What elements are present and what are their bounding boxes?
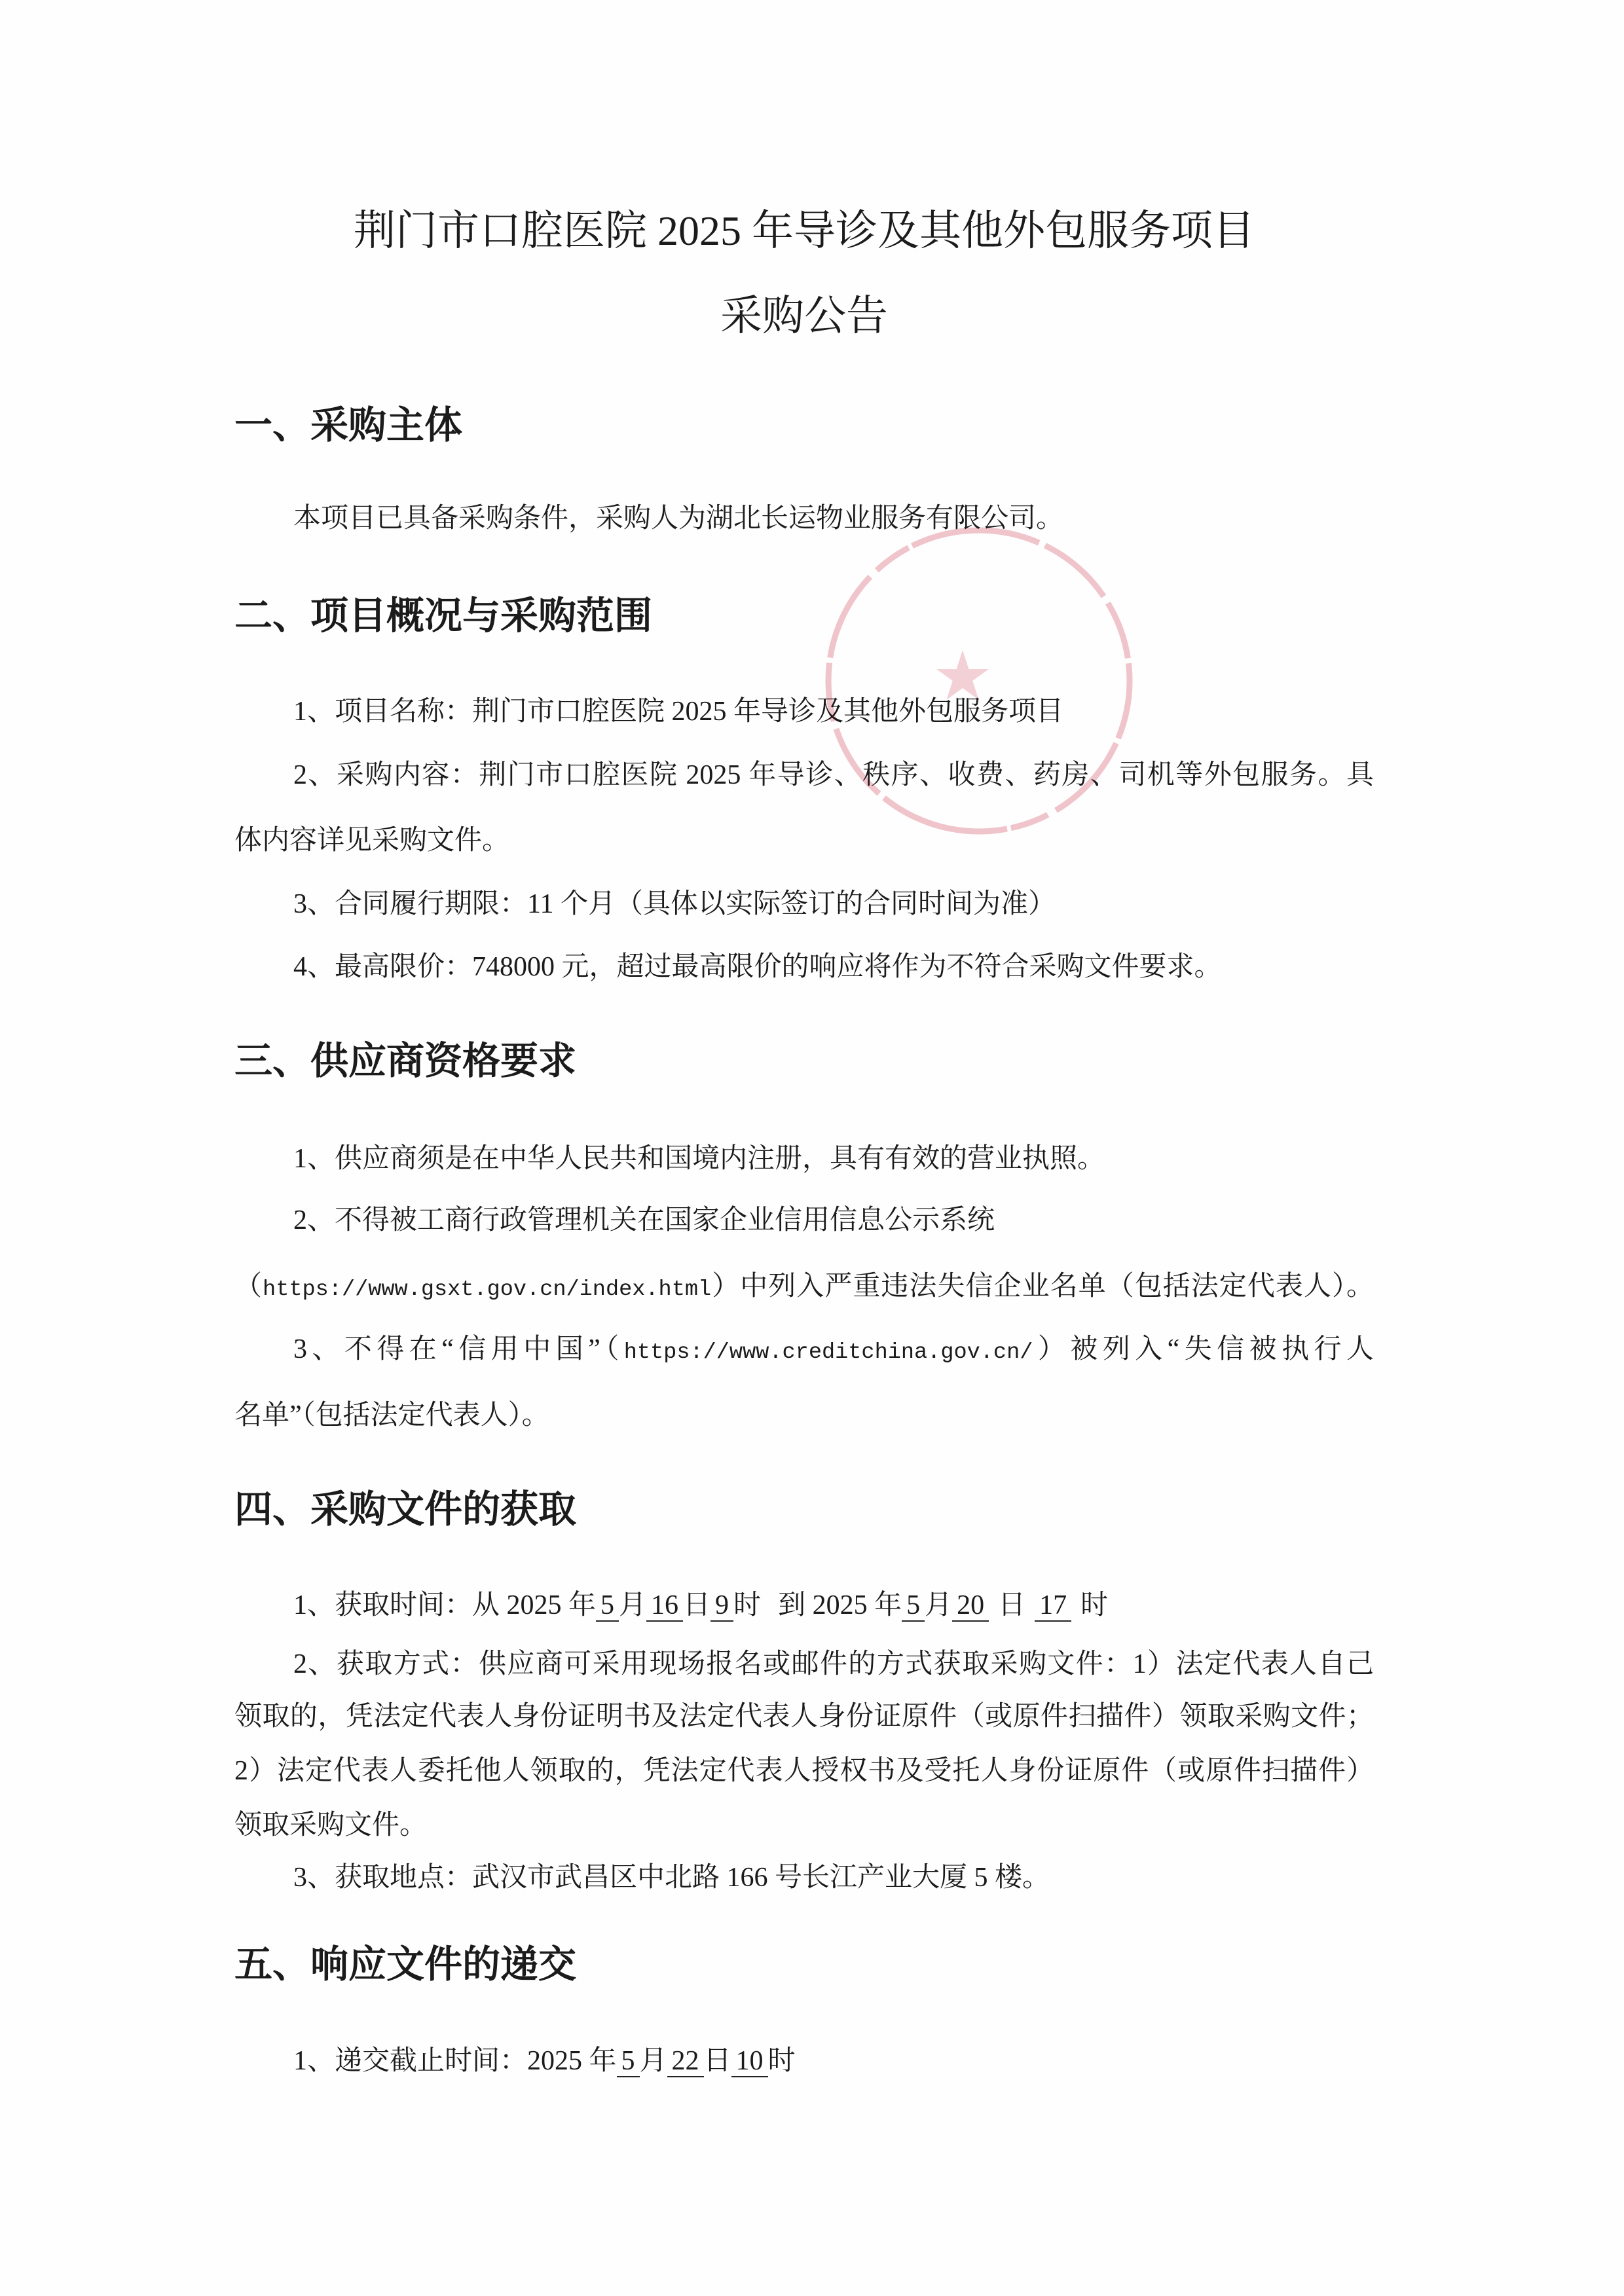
text-run: 时: [1080, 1590, 1109, 1620]
text-run: 月: [619, 1590, 647, 1620]
paragraph-line: 3、合同履行期限：11 个月（具体以实际签订的合同时间为准）: [293, 889, 1056, 919]
text-run: （: [234, 1271, 263, 1302]
paragraph-line: 领取采购文件。: [234, 1810, 428, 1840]
paragraph-line: 2、获取方式：供应商可采用现场报名或邮件的方式获取采购文件：1）法定代表人自己: [293, 1649, 1374, 1679]
paragraph-line: 2、采购内容：荆门市口腔医院 2025 年导诊、秩序、收费、药房、司机等外包服务。具: [293, 760, 1374, 790]
paragraph-line: 1、项目名称：荆门市口腔医院 2025 年导诊及其他外包服务项目: [293, 697, 1064, 727]
text-run: 日: [703, 2046, 731, 2076]
text-run: 日: [683, 1590, 711, 1620]
section-heading-document-acquisition: 四、采购文件的获取: [234, 1487, 577, 1531]
deadline-hour-value: 10: [731, 2046, 768, 2077]
section-heading-overview: 二、项目概况与采购范围: [234, 593, 653, 638]
gsxt-url-text: https://www.gsxt.gov.cn/index.html: [263, 1277, 712, 1302]
document-subtitle: 采购公告: [720, 293, 888, 339]
start-hour-value: 9: [710, 1590, 733, 1622]
paragraph-line: 名单”（包括法定代表人）。: [234, 1400, 549, 1430]
text-run: 月: [925, 1590, 953, 1620]
text-run: 1、获取时间：从 2025 年: [293, 1590, 597, 1620]
deadline-month-value: 5: [617, 2046, 640, 2077]
text-run: 到 2025 年: [778, 1590, 902, 1620]
section-heading-qualifications: 三、供应商资格要求: [234, 1038, 577, 1083]
paragraph-line: 本项目已具备采购条件，采购人为湖北长运物业服务有限公司。: [293, 503, 1064, 534]
start-day-value: 16: [646, 1590, 683, 1622]
start-month-value: 5: [596, 1590, 619, 1622]
document-title: 荆门市口腔医院 2025 年导诊及其他外包服务项目: [354, 208, 1255, 254]
deadline-day-value: 22: [667, 2046, 704, 2077]
paragraph-line: 2）法定代表人委托他人领取的，凭法定代表人授权书及受托人身份证原件（或原件扫描件）: [234, 1756, 1374, 1786]
section-heading-purchaser: 一、采购主体: [234, 403, 463, 447]
text-run: 时: [767, 2046, 796, 2076]
text-run: 时: [733, 1590, 762, 1620]
section-heading-submission: 五、响应文件的递交: [234, 1942, 577, 1986]
seal-star-icon: [936, 650, 989, 700]
end-hour-value: 17: [1035, 1590, 1071, 1622]
acquisition-time-line: [293, 1589, 1108, 1622]
submission-deadline-line: [293, 2045, 796, 2077]
paragraph-line: [293, 1333, 1374, 1369]
paragraph-line: 4、最高限价：748000 元，超过最高限价的响应将作为不符合采购文件要求。: [293, 952, 1222, 982]
end-day-value: 20: [952, 1590, 989, 1622]
paragraph-line: 体内容详见采购文件。: [234, 826, 510, 856]
text-run: 日: [998, 1590, 1026, 1620]
text-run: ）中列入严重违法失信企业名单（包括法定代表人）。: [711, 1271, 1374, 1302]
text-run: 1、递交截止时间：2025 年: [293, 2046, 617, 2076]
paragraph-line: [234, 1270, 1374, 1306]
paragraph-line: 领取的，凭法定代表人身份证明书及法定代表人身份证原件（或原件扫描件）领取采购文件；: [234, 1702, 1374, 1732]
paragraph-line: 2、不得被工商行政管理机关在国家企业信用信息公示系统: [293, 1205, 995, 1235]
text-run: 3、不得在“信用中国”（: [293, 1334, 624, 1364]
creditchina-url-text: https://www.creditchina.gov.cn/: [623, 1340, 1033, 1365]
end-month-value: 5: [902, 1590, 925, 1622]
official-seal: [815, 517, 1143, 845]
paragraph-line: 3、获取地点：武汉市武昌区中北路 166 号长江产业大厦 5 楼。: [293, 1863, 1050, 1893]
text-run: 月: [639, 2046, 667, 2076]
paragraph-line: 1、供应商须是在中华人民共和国境内注册，具有有效的营业执照。: [293, 1144, 1105, 1174]
text-run: ）被列入“失信被执行人: [1033, 1334, 1374, 1364]
